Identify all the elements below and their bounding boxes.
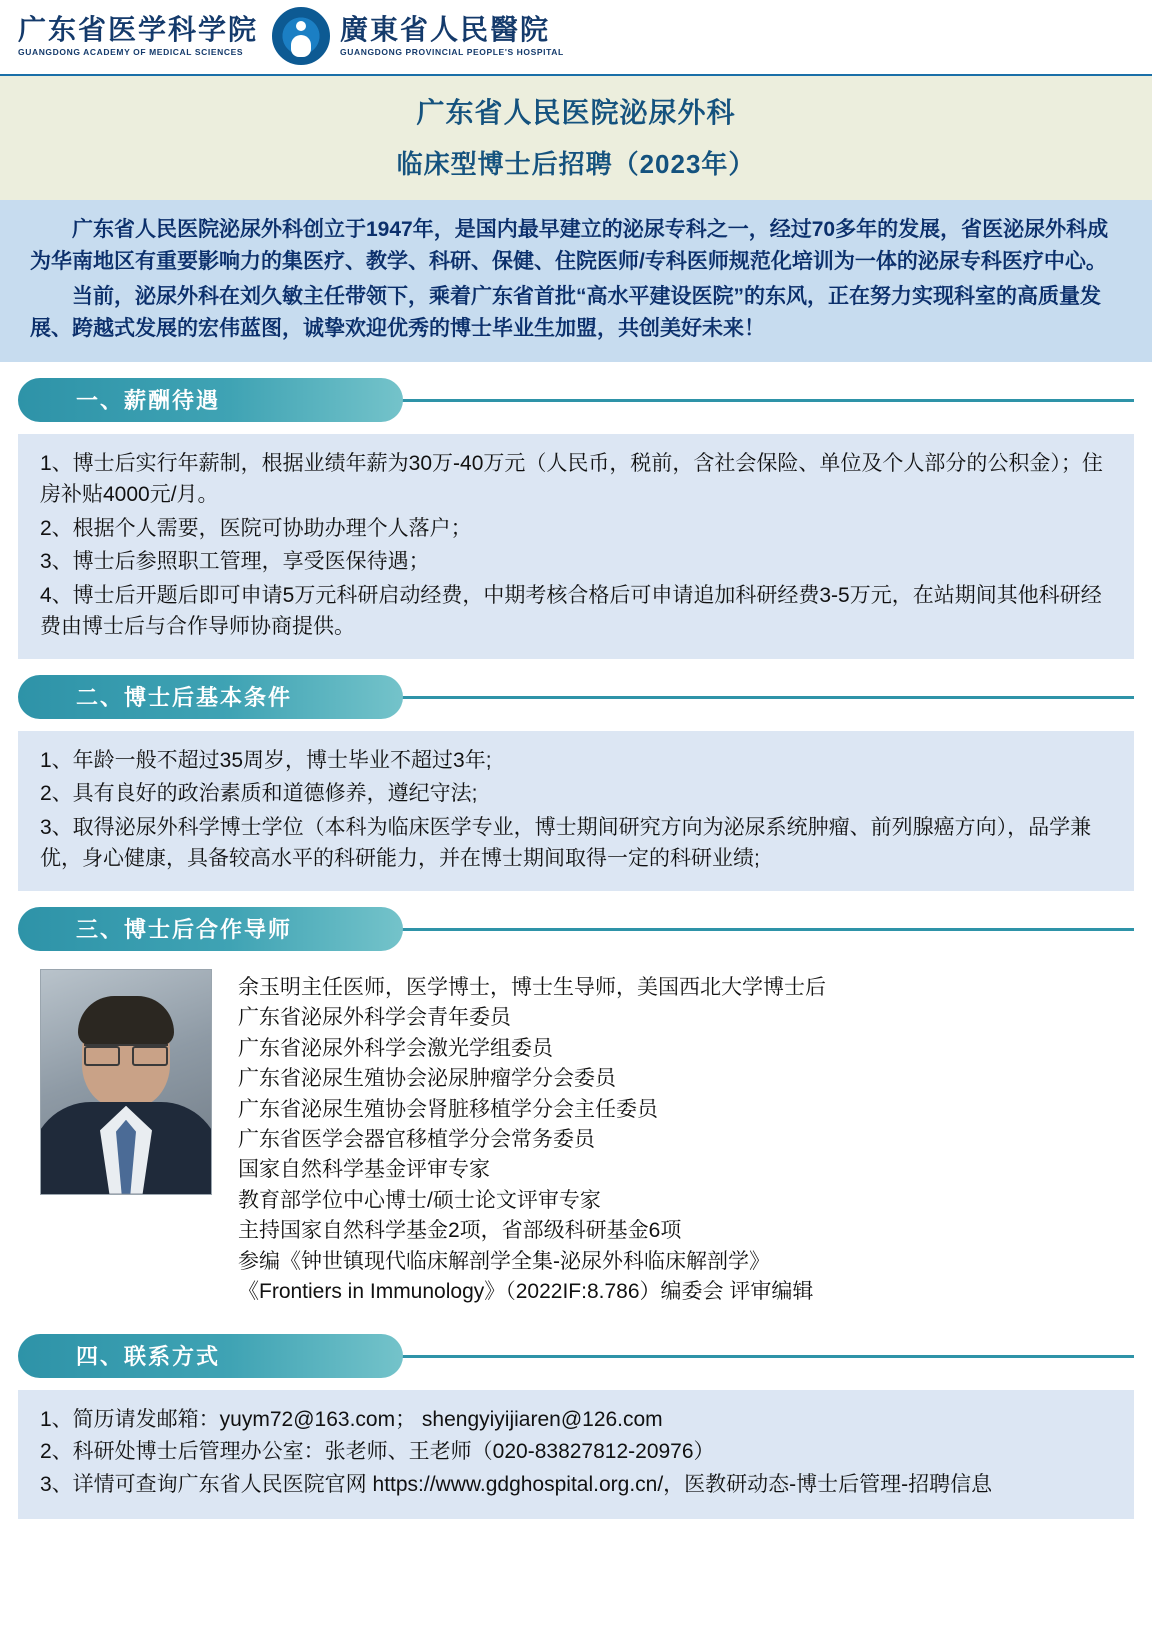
hospital-name-cn: 廣東省人民醫院 (340, 13, 551, 47)
academy-name-en: GUANGDONG ACADEMY OF MEDICAL SCIENCES (18, 46, 244, 57)
section-heading-label: 一、薪酬待遇 (18, 378, 403, 422)
section-heading-label: 三、博士后合作导师 (18, 907, 403, 951)
mentor-line: 广东省泌尿生殖协会泌尿肿瘤学分会委员 (238, 1067, 616, 1091)
mentor-line: 广东省泌尿生殖协会肾脏移植学分会主任委员 (238, 1097, 658, 1121)
page-subtitle: 临床型博士后招聘（2023年） (396, 149, 756, 179)
contact-item-email: 1、简历请发邮箱：yuym72@163.com； shengyiyijiaren@126.com (40, 1407, 663, 1431)
academy-name-cn: 广东省医学科学院 (18, 13, 259, 47)
requirement-item-3: 3、取得泌尿外科学博士学位（本科为临床医学专业，博士期间研究方向为泌尿系统肿瘤、前列腺癌方向），品学兼优，身心健康，具备较高水平的科研能力，并在博士期间取得一定的科研业绩; (40, 815, 1092, 871)
mentor-line: 国家自然科学基金评审专家 (238, 1158, 490, 1182)
contact-item-website: 3、详情可查询广东省人民医院官网 https://www.gdghospital.org.cn/，医教研动态-博士后管理-招聘信息 (40, 1472, 993, 1496)
section-heading-salary (0, 378, 1152, 422)
mentor-line: 广东省泌尿外科学会青年委员 (238, 1006, 511, 1030)
mentor-block (18, 963, 1134, 1318)
portrait-hair-shape (78, 996, 174, 1046)
section-heading-rule (380, 1355, 1134, 1358)
section-heading-requirements (0, 675, 1152, 719)
mentor-line: 主持国家自然科学基金2项，省部级科研基金6项 (238, 1219, 682, 1243)
intro-block (0, 200, 1152, 362)
section-heading-label: 四、联系方式 (18, 1334, 403, 1378)
contact-panel (18, 1390, 1134, 1520)
mentor-line: 广东省医学会器官移植学分会常务委员 (238, 1127, 595, 1151)
salary-item-2: 2、根据个人需要，医院可协助办理个人落户； (40, 516, 472, 540)
mentor-credentials (238, 969, 826, 1308)
section-heading-rule (380, 696, 1134, 699)
section-heading-rule (380, 928, 1134, 931)
requirements-panel (18, 731, 1134, 891)
section-heading-mentor (0, 907, 1152, 951)
mentor-line: 教育部学位中心博士/硕士论文评审专家 (238, 1188, 601, 1212)
mentor-line: 《Frontiers in Immunology》（2022IF:8.786）编委会 评审编辑 (238, 1280, 814, 1304)
salary-item-4: 4、博士后开题后即可申请5万元科研启动经费，中期考核合格后可申请追加科研经费3-5万元，在站期间其他科研经费由博士后与合作导师协商提供。 (40, 583, 1102, 639)
header-logo-bar (0, 0, 1152, 76)
contact-item-office: 2、科研处博士后管理办公室：张老师、王老师（020-83827812-20976） (40, 1440, 715, 1464)
mentor-portrait-photo (40, 969, 212, 1195)
intro-paragraph-2: 当前，泌尿外科在刘久敏主任带领下，乘着广东省首批“高水平建设医院”的东风，正在努力实现科室的高质量发展、跨越式发展的宏伟蓝图，诚挚欢迎优秀的博士毕业生加盟，共创美好未来！ (30, 284, 1101, 341)
hospital-emblem-icon (272, 7, 330, 65)
intro-paragraph-1: 广东省人民医院泌尿外科创立于1947年，是国内最早建立的泌尿专科之一，经过70多年的发展，省医泌尿外科成为华南地区有重要影响力的集医疗、教学、科研、保健、住院医师/专科医师规范化培训为一体的泌尿专科医疗中心。 (30, 217, 1109, 274)
salary-item-3: 3、博士后参照职工管理，享受医保待遇； (40, 550, 430, 574)
requirement-item-2: 2、具有良好的政治素质和道德修养，遵纪守法; (40, 782, 478, 806)
glasses-icon (84, 1044, 168, 1060)
section-heading-rule (380, 399, 1134, 402)
section-heading-label: 二、博士后基本条件 (18, 675, 403, 719)
mentor-line: 广东省泌尿外科学会激光学组委员 (238, 1036, 553, 1060)
hospital-wordmark (340, 15, 564, 56)
mentor-line: 参编《钟世镇现代临床解剖学全集-泌尿外科临床解剖学》 (238, 1249, 770, 1273)
salary-panel (18, 434, 1134, 659)
hospital-name-en: GUANGDONG PROVINCIAL PEOPLE'S HOSPITAL (340, 46, 564, 57)
page-title: 广东省人民医院泌尿外科 (416, 97, 736, 128)
requirement-item-1: 1、年龄一般不超过35周岁，博士毕业不超过3年; (40, 748, 492, 772)
title-block (0, 76, 1152, 200)
mentor-line: 余玉明主任医师，医学博士，博士生导师，美国西北大学博士后 (238, 975, 826, 999)
section-heading-contact (0, 1334, 1152, 1378)
salary-item-1: 1、博士后实行年薪制，根据业绩年薪为30万-40万元（人民币，税前，含社会保险、单位及个人部分的公积金）；住房补贴4000元/月。 (40, 451, 1103, 507)
academy-wordmark (18, 15, 258, 56)
